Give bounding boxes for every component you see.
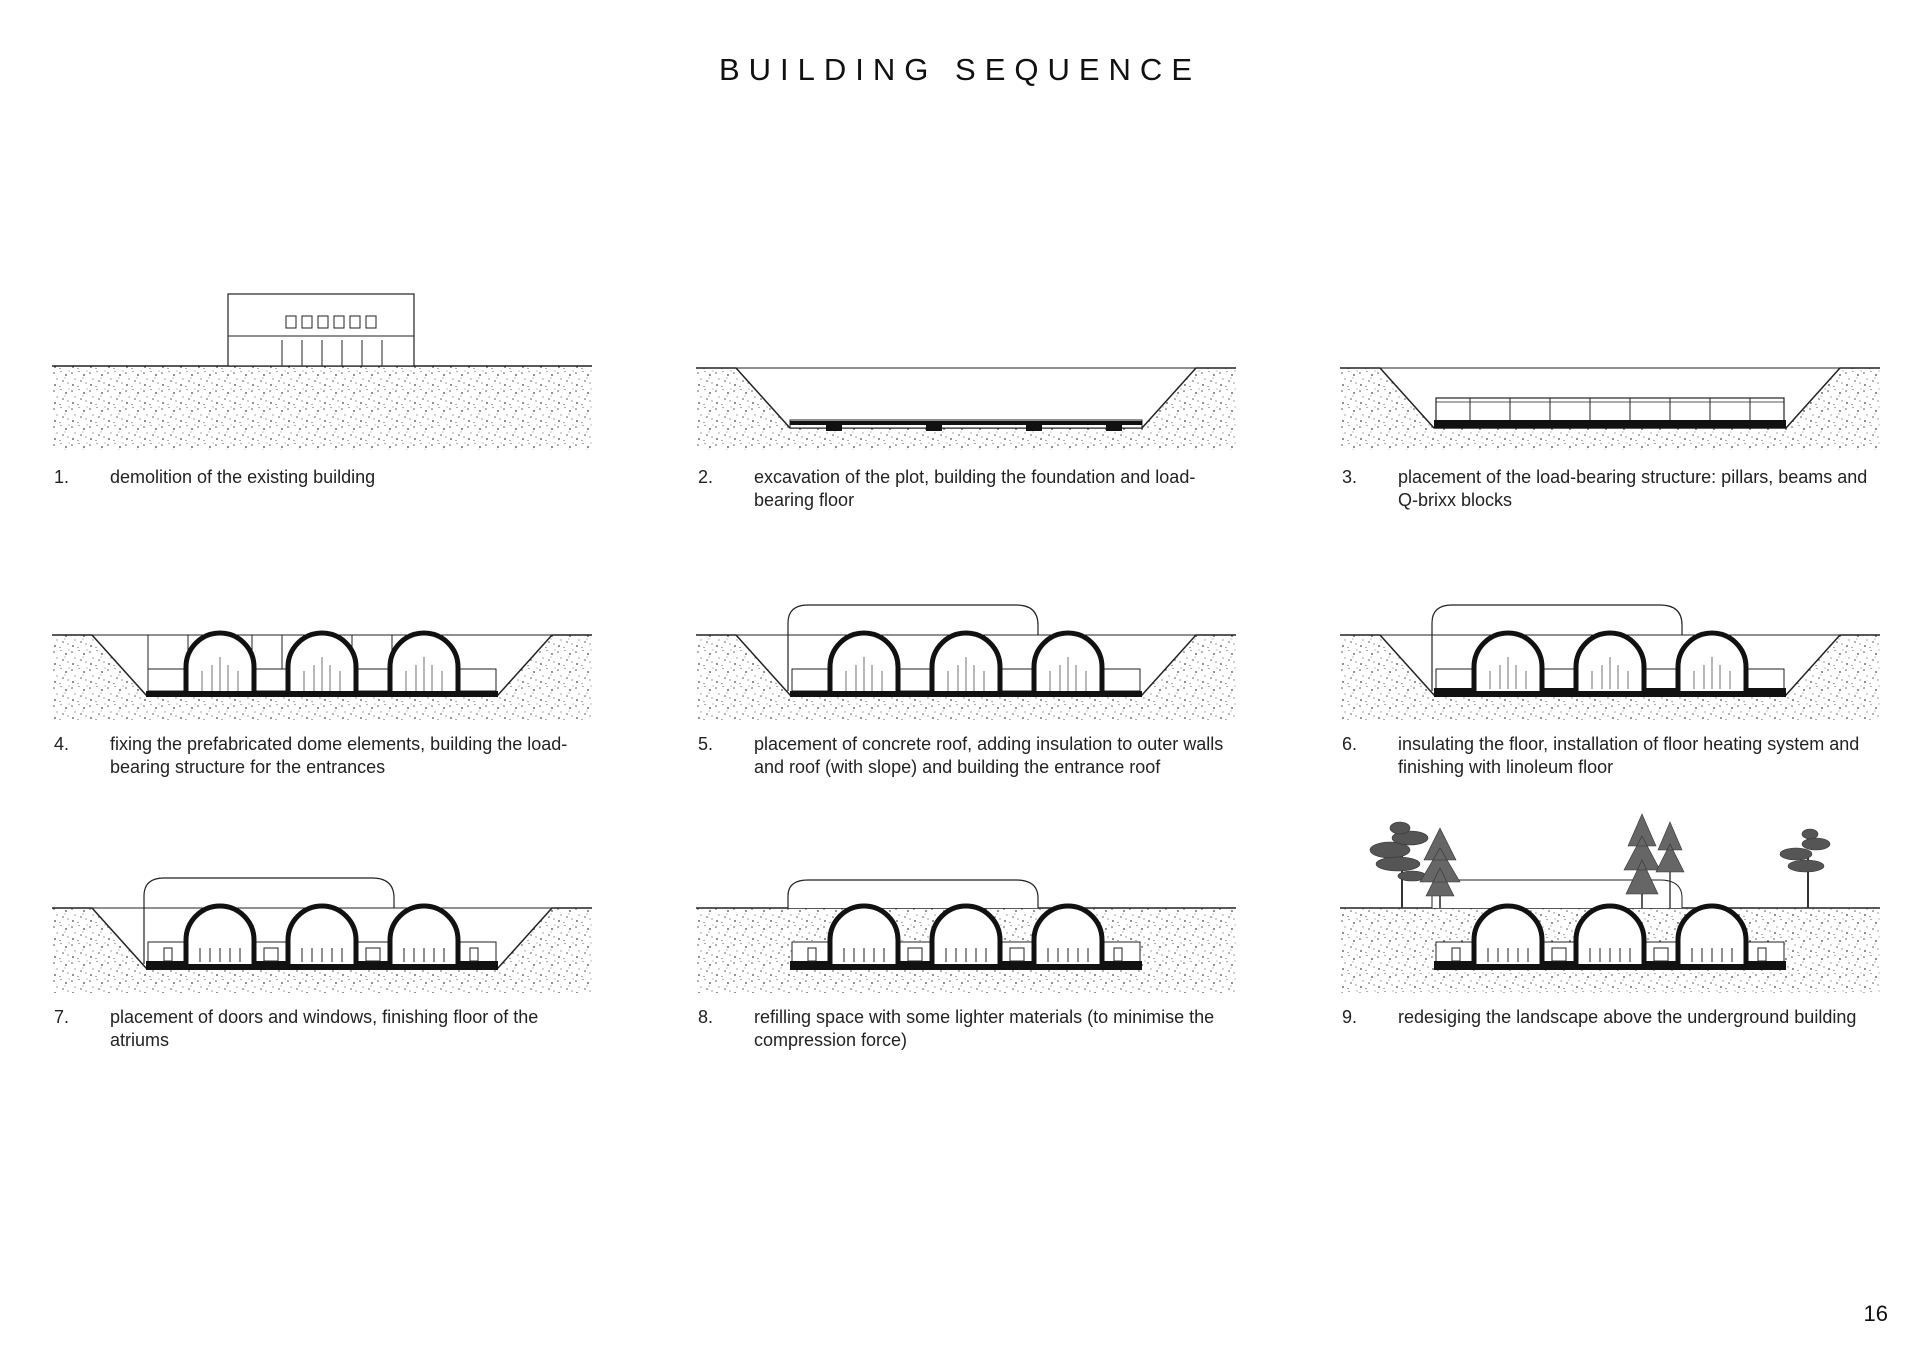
step-6-diagram bbox=[1340, 595, 1880, 745]
step-1-caption: demolition of the existing building bbox=[110, 467, 376, 487]
step-3 bbox=[1340, 280, 1880, 510]
step-3-caption: placement of the load-bearing structure: pillars, beams and Q-brixx blocks bbox=[1398, 467, 1868, 510]
step-7-caption: placement of doors and windows, finishing floor of the atriums bbox=[110, 1007, 539, 1050]
step-8-caption: refilling space with some lighter materials (to minimise the compression force) bbox=[754, 1007, 1215, 1050]
tree-icon bbox=[1780, 829, 1830, 908]
step-1-number: 1. bbox=[54, 467, 70, 487]
step-5-diagram bbox=[696, 595, 1236, 745]
step-2 bbox=[696, 280, 1236, 510]
page-number: 16 bbox=[1863, 1301, 1888, 1326]
step-7 bbox=[52, 870, 592, 1050]
step-5 bbox=[696, 595, 1236, 777]
step-8 bbox=[696, 870, 1236, 1050]
step-4 bbox=[52, 595, 592, 777]
step-2-number: 2. bbox=[698, 467, 714, 487]
step-5-caption: placement of concrete roof, adding insulation to outer walls and roof (with slope) and building the entrance roof bbox=[754, 734, 1224, 777]
step-8-diagram bbox=[696, 870, 1236, 1020]
tree-icon bbox=[1370, 822, 1428, 908]
step-3-diagram bbox=[1340, 280, 1880, 460]
step-1-diagram bbox=[52, 280, 592, 460]
step-5-number: 5. bbox=[698, 734, 714, 754]
step-9-number: 9. bbox=[1342, 1007, 1358, 1027]
page-title: BUILDING SEQUENCE bbox=[718, 52, 1201, 87]
step-2-caption: excavation of the plot, building the foundation and load-bearing floor bbox=[754, 467, 1196, 510]
step-7-number: 7. bbox=[54, 1007, 70, 1027]
step-9-caption: redesiging the landscape above the underground building bbox=[1398, 1007, 1857, 1027]
step-4-diagram bbox=[52, 595, 592, 745]
step-6 bbox=[1340, 595, 1880, 777]
step-8-number: 8. bbox=[698, 1007, 714, 1027]
step-3-number: 3. bbox=[1342, 467, 1358, 487]
step-6-number: 6. bbox=[1342, 734, 1358, 754]
step-7-diagram bbox=[52, 870, 592, 1020]
step-9 bbox=[1340, 810, 1880, 1027]
step-4-number: 4. bbox=[54, 734, 70, 754]
step-9-diagram bbox=[1340, 810, 1880, 1020]
step-4-caption: fixing the prefabricated dome elements, building the load-bearing structure for the entrances bbox=[110, 734, 568, 777]
step-2-diagram bbox=[696, 280, 1236, 460]
step-6-caption: insulating the floor, installation of floor heating system and finishing with linoleum floor bbox=[1398, 734, 1860, 777]
step-1 bbox=[52, 280, 592, 487]
